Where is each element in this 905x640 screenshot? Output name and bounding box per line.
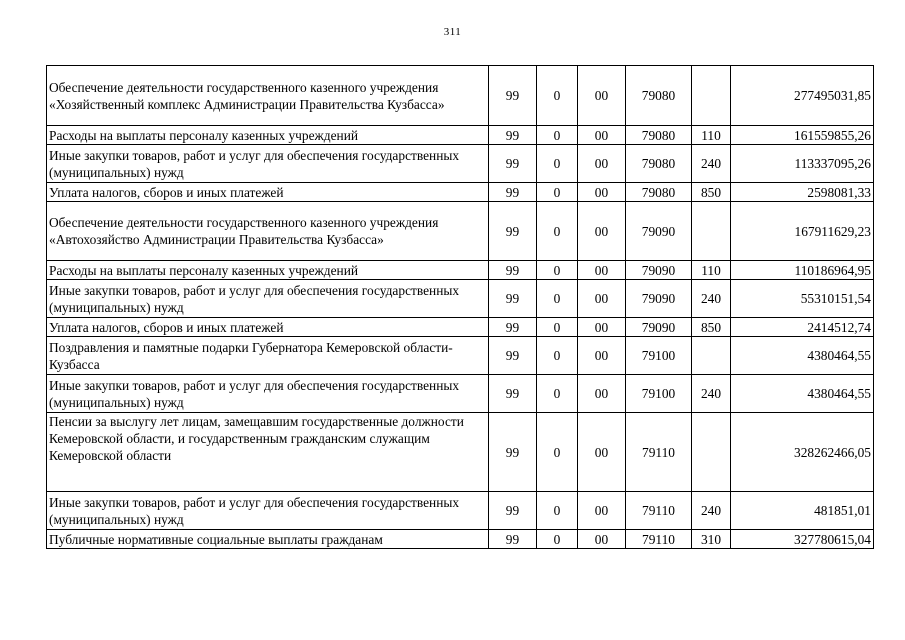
table-row	[47, 261, 874, 280]
row-code-c-cell: 00	[578, 492, 626, 530]
row-name-cell: Расходы на выплаты персоналу казенных учреждений	[47, 126, 489, 145]
table-row	[47, 66, 874, 126]
row-code-c-cell: 00	[578, 375, 626, 413]
row-code-e-cell: 850	[692, 318, 731, 337]
row-code-e-cell: 310	[692, 530, 731, 549]
row-code-b-cell: 0	[537, 337, 578, 375]
row-code-d-cell: 79090	[626, 280, 692, 318]
row-code-b-cell: 0	[537, 183, 578, 202]
row-code-d-cell: 79080	[626, 145, 692, 183]
row-code-a-cell: 99	[489, 375, 537, 413]
row-code-c-cell: 00	[578, 318, 626, 337]
row-sum-cell: 167911629,23	[731, 202, 874, 261]
row-name-cell: Уплата налогов, сборов и иных платежей	[47, 183, 489, 202]
row-code-c-cell: 00	[578, 261, 626, 280]
row-code-d-cell: 79100	[626, 337, 692, 375]
table-row	[47, 318, 874, 337]
row-code-b-cell: 0	[537, 492, 578, 530]
row-code-e-cell: 240	[692, 492, 731, 530]
table-row	[47, 145, 874, 183]
row-code-d-cell: 79080	[626, 126, 692, 145]
row-code-c-cell: 00	[578, 202, 626, 261]
row-code-e-cell: 240	[692, 375, 731, 413]
row-name-cell: Иные закупки товаров, работ и услуг для обеспечения государственных (муниципальных) нужд	[47, 492, 489, 530]
row-name-cell: Иные закупки товаров, работ и услуг для обеспечения государственных (муниципальных) нужд	[47, 375, 489, 413]
table-row	[47, 375, 874, 413]
row-name-cell: Публичные нормативные социальные выплаты гражданам	[47, 530, 489, 549]
table-row	[47, 183, 874, 202]
row-code-d-cell: 79110	[626, 530, 692, 549]
row-sum-cell: 2414512,74	[731, 318, 874, 337]
row-code-a-cell: 99	[489, 492, 537, 530]
row-code-d-cell: 79110	[626, 413, 692, 492]
row-sum-cell: 4380464,55	[731, 337, 874, 375]
row-code-a-cell: 99	[489, 318, 537, 337]
row-code-e-cell: 110	[692, 126, 731, 145]
row-sum-cell: 277495031,85	[731, 66, 874, 126]
table-row	[47, 337, 874, 375]
page-number: 311	[443, 26, 462, 38]
row-code-b-cell: 0	[537, 66, 578, 126]
table-row	[47, 126, 874, 145]
budget-table-body	[47, 66, 874, 549]
row-code-e-cell	[692, 413, 731, 492]
row-code-c-cell: 00	[578, 530, 626, 549]
row-name-cell: Обеспечение деятельности государственного казенного учреждения «Автохозяйство Администрации Правительства Кузбасса»	[47, 202, 489, 261]
row-name-cell: Расходы на выплаты персоналу казенных учреждений	[47, 261, 489, 280]
row-sum-cell: 4380464,55	[731, 375, 874, 413]
table-row	[47, 413, 874, 492]
row-code-a-cell: 99	[489, 183, 537, 202]
table-row	[47, 202, 874, 261]
row-sum-cell: 110186964,95	[731, 261, 874, 280]
row-code-a-cell: 99	[489, 261, 537, 280]
row-code-a-cell: 99	[489, 413, 537, 492]
row-code-c-cell: 00	[578, 280, 626, 318]
row-sum-cell: 2598081,33	[731, 183, 874, 202]
row-code-d-cell: 79090	[626, 202, 692, 261]
row-name-cell: Уплата налогов, сборов и иных платежей	[47, 318, 489, 337]
row-code-b-cell: 0	[537, 530, 578, 549]
row-code-b-cell: 0	[537, 126, 578, 145]
row-code-e-cell: 240	[692, 280, 731, 318]
row-code-e-cell	[692, 337, 731, 375]
row-code-d-cell: 79080	[626, 66, 692, 126]
table-row	[47, 280, 874, 318]
row-name-cell: Иные закупки товаров, работ и услуг для обеспечения государственных (муниципальных) нужд	[47, 280, 489, 318]
row-sum-cell: 481851,01	[731, 492, 874, 530]
row-code-b-cell: 0	[537, 280, 578, 318]
row-code-e-cell	[692, 202, 731, 261]
row-sum-cell: 327780615,04	[731, 530, 874, 549]
row-code-e-cell: 110	[692, 261, 731, 280]
budget-table	[46, 65, 874, 549]
row-name-cell: Поздравления и памятные подарки Губернатора Кемеровской области-Кузбасса	[47, 337, 489, 375]
row-code-a-cell: 99	[489, 202, 537, 261]
row-sum-cell: 328262466,05	[731, 413, 874, 492]
row-sum-cell: 161559855,26	[731, 126, 874, 145]
table-row	[47, 492, 874, 530]
row-code-d-cell: 79100	[626, 375, 692, 413]
row-code-e-cell: 850	[692, 183, 731, 202]
row-code-b-cell: 0	[537, 413, 578, 492]
row-code-d-cell: 79110	[626, 492, 692, 530]
row-code-b-cell: 0	[537, 145, 578, 183]
row-sum-cell: 113337095,26	[731, 145, 874, 183]
row-code-d-cell: 79080	[626, 183, 692, 202]
row-code-a-cell: 99	[489, 145, 537, 183]
row-code-e-cell: 240	[692, 145, 731, 183]
row-code-c-cell: 00	[578, 183, 626, 202]
row-code-a-cell: 99	[489, 66, 537, 126]
row-name-cell: Пенсии за выслугу лет лицам, замещавшим государственные должности Кемеровской области, и государственным гражданским служащим Кемеровской области	[47, 413, 489, 492]
row-code-a-cell: 99	[489, 337, 537, 375]
row-code-d-cell: 79090	[626, 318, 692, 337]
row-code-d-cell: 79090	[626, 261, 692, 280]
row-code-b-cell: 0	[537, 318, 578, 337]
row-code-c-cell: 00	[578, 413, 626, 492]
row-sum-cell: 55310151,54	[731, 280, 874, 318]
row-code-a-cell: 99	[489, 530, 537, 549]
row-code-b-cell: 0	[537, 202, 578, 261]
row-code-c-cell: 00	[578, 145, 626, 183]
row-code-b-cell: 0	[537, 375, 578, 413]
row-code-a-cell: 99	[489, 280, 537, 318]
row-code-b-cell: 0	[537, 261, 578, 280]
row-code-c-cell: 00	[578, 337, 626, 375]
row-code-a-cell: 99	[489, 126, 537, 145]
row-name-cell: Иные закупки товаров, работ и услуг для обеспечения государственных (муниципальных) нужд	[47, 145, 489, 183]
table-row	[47, 530, 874, 549]
row-name-cell: Обеспечение деятельности государственного казенного учреждения «Хозяйственный комплекс Администрации Правительства Кузбасса»	[47, 66, 489, 126]
row-code-c-cell: 00	[578, 126, 626, 145]
row-code-e-cell	[692, 66, 731, 126]
row-code-c-cell: 00	[578, 66, 626, 126]
